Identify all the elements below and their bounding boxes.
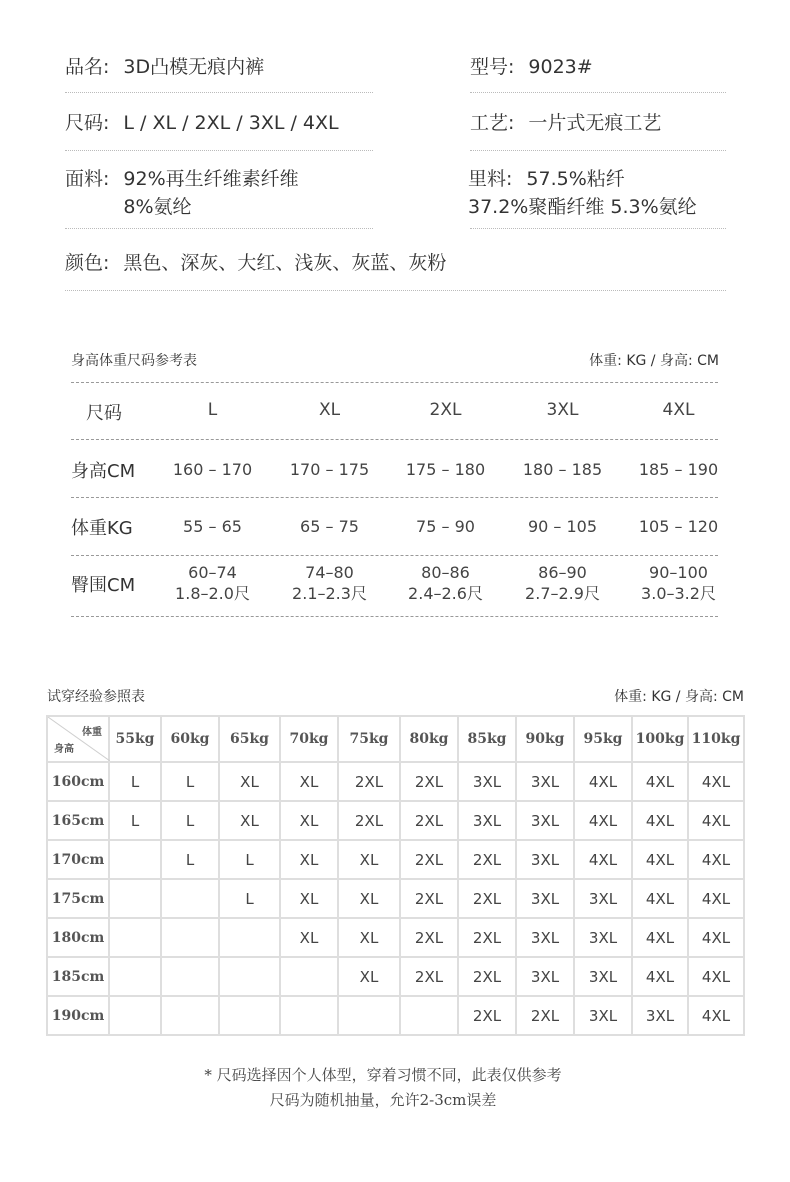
hip-cm: 86–90 bbox=[538, 563, 587, 582]
size-cell: XL bbox=[219, 762, 280, 801]
fabric-label: 面料: bbox=[65, 168, 110, 190]
size-range bbox=[65, 109, 339, 137]
height-header: 180cm bbox=[47, 918, 109, 957]
size-cell: XL bbox=[280, 840, 338, 879]
size-cell: 2XL bbox=[458, 879, 516, 918]
weight-header: 80kg bbox=[400, 716, 458, 762]
size-cell: 3XL bbox=[516, 801, 574, 840]
fabric-value-1: 92%再生纤维素纤维 bbox=[123, 168, 299, 190]
size-cell: 4XL bbox=[632, 957, 688, 996]
hip-cell bbox=[154, 562, 271, 604]
model-label: 型号: bbox=[470, 56, 515, 78]
weight-header: 95kg bbox=[574, 716, 632, 762]
weight-cell: 105 – 120 bbox=[638, 517, 719, 536]
hip-chi: 2.7–2.9尺 bbox=[525, 584, 600, 603]
size-cell: 3XL bbox=[516, 762, 574, 801]
size-cell: 2XL bbox=[400, 918, 458, 957]
lining-value-1: 57.5%粘纤 bbox=[526, 168, 625, 190]
size-cell: 2XL bbox=[400, 762, 458, 801]
size-cell: 3XL bbox=[574, 918, 632, 957]
size-cell bbox=[109, 957, 161, 996]
size-cell bbox=[219, 918, 280, 957]
hip-chi: 2.4–2.6尺 bbox=[408, 584, 483, 603]
craft bbox=[470, 109, 661, 137]
weight-header-row bbox=[47, 716, 744, 762]
table-row bbox=[47, 957, 744, 996]
divider bbox=[470, 228, 726, 229]
dashed-divider bbox=[71, 439, 718, 440]
weight-header: 75kg bbox=[338, 716, 400, 762]
table-row bbox=[47, 879, 744, 918]
size-cell: 4XL bbox=[688, 840, 744, 879]
table-row bbox=[47, 996, 744, 1035]
hip-cm: 74–80 bbox=[305, 563, 354, 582]
dashed-divider bbox=[71, 382, 718, 383]
size-cell: 2XL bbox=[400, 879, 458, 918]
table-row bbox=[47, 801, 744, 840]
size-cell: 4XL bbox=[574, 801, 632, 840]
size-cell bbox=[400, 996, 458, 1035]
size-cell: 3XL bbox=[516, 957, 574, 996]
size-cell bbox=[109, 840, 161, 879]
corner-height-label: 身高 bbox=[54, 744, 74, 755]
size-ref-unit: 体重: KG / 身高: CM bbox=[589, 353, 719, 369]
size-cell: 4XL bbox=[632, 840, 688, 879]
size-col-2xl: 2XL bbox=[429, 400, 462, 420]
hip-cm: 80–86 bbox=[421, 563, 470, 582]
divider bbox=[65, 290, 726, 291]
size-cell: 3XL bbox=[516, 918, 574, 957]
size-cell: 3XL bbox=[458, 762, 516, 801]
weight-cell: 90 – 105 bbox=[527, 517, 598, 536]
size-cell: 3XL bbox=[516, 840, 574, 879]
height-header: 190cm bbox=[47, 996, 109, 1035]
size-cell: 4XL bbox=[688, 957, 744, 996]
size-col-l: L bbox=[207, 400, 218, 420]
fabric-value-2: 8%氨纶 bbox=[123, 196, 192, 218]
size-cell: XL bbox=[219, 801, 280, 840]
size-cell: 4XL bbox=[632, 879, 688, 918]
size-cell: L bbox=[109, 762, 161, 801]
size-cell bbox=[161, 879, 219, 918]
weight-header: 55kg bbox=[109, 716, 161, 762]
hip-cm: 60–74 bbox=[188, 563, 237, 582]
size-col-xl: XL bbox=[318, 400, 341, 420]
model-number bbox=[470, 53, 593, 81]
size-cell: 4XL bbox=[688, 879, 744, 918]
size-cell: 2XL bbox=[400, 801, 458, 840]
weight-header: 100kg bbox=[632, 716, 688, 762]
height-header: 175cm bbox=[47, 879, 109, 918]
product-name-label: 品名: bbox=[65, 56, 110, 78]
height-header: 165cm bbox=[47, 801, 109, 840]
weight-header: 85kg bbox=[458, 716, 516, 762]
size-cell: 4XL bbox=[688, 801, 744, 840]
dashed-divider bbox=[71, 555, 718, 556]
lining-label: 里料: bbox=[468, 168, 513, 190]
weight-cell: 75 – 90 bbox=[416, 517, 475, 536]
height-header: 185cm bbox=[47, 957, 109, 996]
color-value: 黑色、深灰、大红、浅灰、灰蓝、灰粉 bbox=[123, 252, 447, 274]
colors bbox=[65, 249, 446, 277]
size-cell: XL bbox=[280, 918, 338, 957]
hip-chi: 2.1–2.3尺 bbox=[292, 584, 367, 603]
size-cell: 2XL bbox=[338, 801, 400, 840]
size-cell: 3XL bbox=[574, 957, 632, 996]
table-row bbox=[47, 762, 744, 801]
divider bbox=[65, 228, 373, 229]
size-cell bbox=[109, 918, 161, 957]
size-cell: 2XL bbox=[338, 762, 400, 801]
size-header-label: 尺码 bbox=[86, 403, 122, 424]
size-cell: 4XL bbox=[632, 918, 688, 957]
hip-cell bbox=[504, 562, 621, 604]
size-cell: 2XL bbox=[458, 957, 516, 996]
weight-cell: 55 – 65 bbox=[183, 517, 242, 536]
divider bbox=[65, 150, 373, 151]
weight-header: 70kg bbox=[280, 716, 338, 762]
size-cell: XL bbox=[338, 840, 400, 879]
size-cell bbox=[219, 996, 280, 1035]
size-cell: 2XL bbox=[400, 840, 458, 879]
fit-table-unit: 体重: KG / 身高: CM bbox=[614, 689, 744, 705]
size-cell: 4XL bbox=[574, 840, 632, 879]
lining bbox=[468, 165, 697, 221]
size-cell bbox=[161, 996, 219, 1035]
size-cell: 4XL bbox=[574, 762, 632, 801]
size-cell: 4XL bbox=[632, 801, 688, 840]
corner-weight-label: 体重 bbox=[82, 727, 102, 738]
size-cell: 4XL bbox=[688, 918, 744, 957]
craft-label: 工艺: bbox=[470, 112, 515, 134]
size-cell: 4XL bbox=[688, 996, 744, 1035]
size-col-3xl: 3XL bbox=[546, 400, 579, 420]
size-cell bbox=[109, 879, 161, 918]
height-cell: 185 – 190 bbox=[638, 460, 719, 479]
size-cell: XL bbox=[338, 957, 400, 996]
size-cell bbox=[109, 996, 161, 1035]
size-cell bbox=[161, 918, 219, 957]
size-cell: 3XL bbox=[516, 879, 574, 918]
note-line-1: * 尺码选择因个人体型，穿着习惯不同，此表仅供参考 bbox=[204, 1066, 562, 1084]
table-row bbox=[47, 918, 744, 957]
hip-cell bbox=[271, 562, 388, 604]
divider bbox=[470, 150, 726, 151]
size-cell: 2XL bbox=[458, 918, 516, 957]
size-cell bbox=[338, 996, 400, 1035]
hip-chi: 1.8–2.0尺 bbox=[175, 584, 250, 603]
note-line-2: 尺码为随机抽量，允许2-3cm误差 bbox=[269, 1091, 497, 1109]
dashed-divider bbox=[71, 616, 718, 617]
size-cell: 2XL bbox=[458, 840, 516, 879]
size-cell bbox=[219, 957, 280, 996]
fit-table-body bbox=[47, 762, 744, 1035]
size-ref-title: 身高体重尺码参考表 bbox=[71, 353, 197, 369]
size-cell: XL bbox=[280, 801, 338, 840]
fit-reference-table bbox=[46, 715, 745, 1036]
size-cell: L bbox=[219, 840, 280, 879]
size-cell: XL bbox=[280, 762, 338, 801]
height-cell: 175 – 180 bbox=[405, 460, 486, 479]
size-cell: 2XL bbox=[516, 996, 574, 1035]
size-cell: 2XL bbox=[458, 996, 516, 1035]
table-row bbox=[47, 840, 744, 879]
size-label: 尺码: bbox=[65, 112, 110, 134]
size-cell: 2XL bbox=[400, 957, 458, 996]
hip-cell bbox=[620, 562, 737, 604]
size-cell: L bbox=[161, 762, 219, 801]
height-cell: 180 – 185 bbox=[522, 460, 603, 479]
weight-header: 90kg bbox=[516, 716, 574, 762]
size-cell: XL bbox=[338, 879, 400, 918]
weight-row-label: 体重KG bbox=[71, 518, 133, 539]
weight-cell: 65 – 75 bbox=[300, 517, 359, 536]
height-cell: 160 – 170 bbox=[172, 460, 253, 479]
size-cell: L bbox=[161, 801, 219, 840]
hip-cell bbox=[387, 562, 504, 604]
size-cell: 4XL bbox=[688, 762, 744, 801]
corner-cell bbox=[47, 716, 109, 762]
model-value: 9023# bbox=[528, 56, 593, 78]
height-row-label: 身高CM bbox=[71, 461, 136, 482]
size-cell: L bbox=[109, 801, 161, 840]
weight-header: 110kg bbox=[688, 716, 744, 762]
size-cell: 3XL bbox=[632, 996, 688, 1035]
hip-row-label: 臀围CM bbox=[71, 575, 136, 596]
size-cell: XL bbox=[338, 918, 400, 957]
dashed-divider bbox=[71, 497, 718, 498]
weight-header: 60kg bbox=[161, 716, 219, 762]
size-cell bbox=[280, 957, 338, 996]
weight-header: 65kg bbox=[219, 716, 280, 762]
fit-table-title: 试穿经验参照表 bbox=[47, 689, 145, 705]
divider bbox=[470, 92, 726, 93]
size-cell: 3XL bbox=[574, 879, 632, 918]
craft-value: 一片式无痕工艺 bbox=[528, 112, 662, 134]
height-header: 160cm bbox=[47, 762, 109, 801]
size-cell bbox=[161, 957, 219, 996]
size-col-4xl: 4XL bbox=[662, 400, 695, 420]
divider bbox=[65, 92, 373, 93]
size-cell: L bbox=[219, 879, 280, 918]
height-cell: 170 – 175 bbox=[289, 460, 370, 479]
product-name-value: 3D凸模无痕内裤 bbox=[123, 56, 265, 78]
size-cell: L bbox=[161, 840, 219, 879]
size-cell: 3XL bbox=[458, 801, 516, 840]
size-value: L / XL / 2XL / 3XL / 4XL bbox=[123, 112, 339, 134]
size-cell: 4XL bbox=[632, 762, 688, 801]
product-name bbox=[65, 53, 264, 81]
size-cell: 3XL bbox=[574, 996, 632, 1035]
fabric bbox=[65, 165, 299, 221]
size-cell bbox=[280, 996, 338, 1035]
color-label: 颜色: bbox=[65, 252, 110, 274]
lining-value-2: 37.2%聚酯纤维 5.3%氨纶 bbox=[468, 196, 697, 218]
height-header: 170cm bbox=[47, 840, 109, 879]
hip-chi: 3.0–3.2尺 bbox=[641, 584, 716, 603]
hip-cm: 90–100 bbox=[649, 563, 708, 582]
size-cell: XL bbox=[280, 879, 338, 918]
